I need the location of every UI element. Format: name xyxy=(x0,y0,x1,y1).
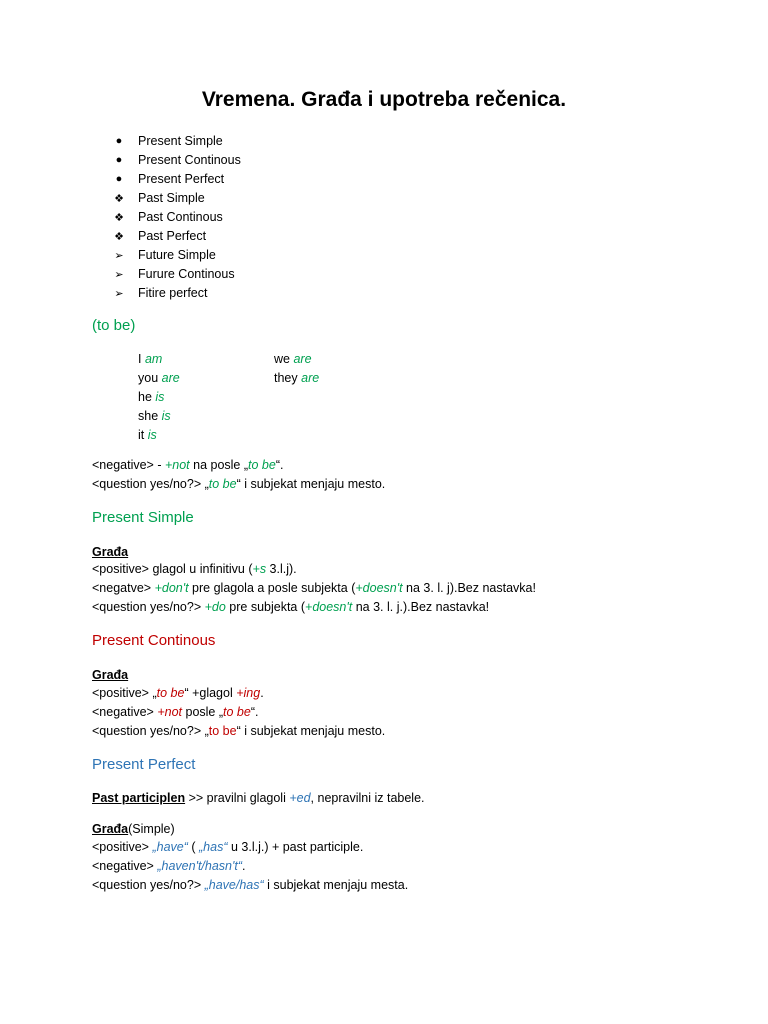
ps-question: <question yes/no?> +do pre subjekta (+doesn't na 3. l. j.).Bez nastavka! xyxy=(92,600,490,614)
bullet-marker-icon: ➢ xyxy=(114,269,124,281)
tense-list-item: Present Simple xyxy=(138,134,223,148)
bullet-marker-icon: ● xyxy=(115,154,123,166)
pp-positive: <positive> „have“ ( „has“ u 3.l.j.) + past participle. xyxy=(92,840,364,854)
pp-negative: <negative> „haven't/hasn't“. xyxy=(92,859,246,873)
bullet-marker-icon: ❖ xyxy=(114,193,124,205)
bullet-marker-icon: ❖ xyxy=(114,212,124,224)
tense-list-item: Past Perfect xyxy=(138,229,207,243)
tobe-row: it is xyxy=(138,428,157,442)
pp-participle: Past participlen >> pravilni glagoli +ed, nepravilni iz tabele. xyxy=(92,791,425,805)
bullet-marker-icon: ❖ xyxy=(114,231,124,243)
pc-question: <question yes/no?> „to be“ i subjekat menjaju mesto. xyxy=(92,724,386,738)
tobe-row: he is xyxy=(138,390,165,404)
bullet-marker-icon: ➢ xyxy=(114,250,124,262)
tobe-row: you are xyxy=(138,371,180,385)
bullet-marker-icon: ● xyxy=(115,173,123,185)
ps-positive: <positive> glagol u infinitivu (+s 3.l.j). xyxy=(92,562,297,576)
present-simple-heading: Present Simple xyxy=(92,509,194,526)
ps-negative: <negatve> +don't pre glagola a posle subjekta (+doesn't na 3. l. j).Bez nastavka! xyxy=(92,581,536,595)
pc-negative: <negative> +not posle „to be“. xyxy=(92,705,259,719)
pp-grada-label: Građa(Simple) xyxy=(92,822,175,836)
bullet-marker-icon: ➢ xyxy=(114,288,124,300)
tense-list-item: Past Simple xyxy=(138,191,205,205)
tense-list-item: Past Continous xyxy=(138,210,223,224)
tobe-negative: <negative> - +not na posle „to be“. xyxy=(92,458,284,472)
pp-question: <question yes/no?> „have/has“ i subjekat menjaju mesta. xyxy=(92,878,409,892)
tense-list-item: Fitire perfect xyxy=(138,286,208,300)
tobe-row: we are xyxy=(274,352,312,366)
tobe-row: they are xyxy=(274,371,320,385)
tobe-question: <question yes/no?> „to be“ i subjekat menjaju mesto. xyxy=(92,477,386,491)
tobe-heading: (to be) xyxy=(92,317,136,334)
tobe-row: I am xyxy=(138,352,163,366)
pc-grada-label: Građa xyxy=(92,668,129,682)
tobe-row: she is xyxy=(138,409,171,423)
present-perfect-heading: Present Perfect xyxy=(92,756,196,773)
tense-list-item: Present Continous xyxy=(138,153,241,167)
ps-grada-label: Građa xyxy=(92,545,129,559)
page-title: Vremena. Građa i upotreba rečenica. xyxy=(201,88,567,111)
bullet-marker-icon: ● xyxy=(115,135,123,147)
pc-positive: <positive> „to be“ +glagol +ing. xyxy=(92,686,264,700)
tense-list-item: Furure Continous xyxy=(138,267,235,281)
tense-list-item: Future Simple xyxy=(138,248,216,262)
tense-list-item: Present Perfect xyxy=(138,172,225,186)
present-continous-heading: Present Continous xyxy=(92,632,216,649)
